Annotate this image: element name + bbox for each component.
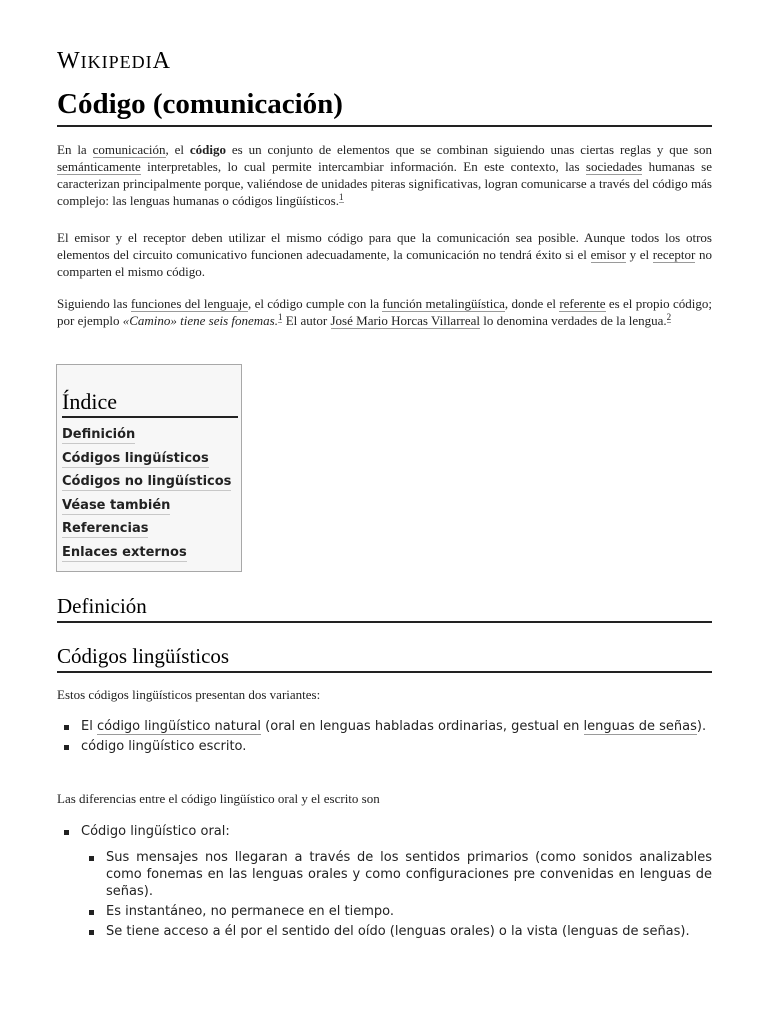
bullet-icon <box>64 725 69 730</box>
list-item <box>106 849 712 900</box>
link-referente[interactable]: referente <box>559 296 606 311</box>
toc-title: Índice <box>62 389 238 418</box>
page-title: Código (comunicación) <box>57 84 712 127</box>
toc-item-referencias[interactable]: Referencias <box>62 521 149 536</box>
bold-term-codigo: código <box>189 142 227 157</box>
wikipedia-wordmark[interactable] <box>57 48 171 75</box>
link-jose-mario-horcas-villarreal[interactable]: José Mario Horcas Villarreal <box>330 313 481 328</box>
text: Sus mensajes nos llegaran a través de los sentidos primarios (como sonidos analizables como fonemas en las lenguas orales y como configuraciones pre convenidas en lenguas de señas). <box>106 850 712 899</box>
text: Se tiene acceso a él por el sentido del oído (lenguas orales) o la vista (lenguas de señas). <box>106 924 690 939</box>
differences-list <box>81 823 712 840</box>
link-sociedades[interactable]: sociedades <box>585 159 643 174</box>
list-item <box>81 738 712 755</box>
oral-code-sublist <box>106 849 712 940</box>
link-lenguas-de-senas[interactable]: lenguas de señas <box>583 719 697 734</box>
variants-intro: Estos códigos lingüísticos presentan dos variantes: <box>57 687 321 702</box>
link-funcion-metalinguistica[interactable]: función metalingüística <box>382 296 505 311</box>
text: (oral en lenguas habladas ordinarias, gestual en <box>261 719 584 734</box>
toc-item-vease-tambien[interactable]: Véase también <box>62 498 171 513</box>
toc-item-definicion[interactable]: Definición <box>62 427 136 442</box>
intro-paragraph-1 <box>57 141 712 209</box>
bullet-icon <box>89 910 94 915</box>
text: , el <box>165 142 190 157</box>
text: código lingüístico escrito. <box>81 739 247 754</box>
toc-item-codigos-no-linguisticos[interactable]: Códigos no lingüísticos <box>62 474 232 489</box>
link-codigo-linguistico-natural[interactable]: código lingüístico natural <box>96 719 262 734</box>
variants-list <box>81 718 712 755</box>
section-heading-codigos-linguisticos: Códigos lingüísticos <box>57 642 712 673</box>
link-funciones-del-lenguaje[interactable]: funciones del lenguaje <box>130 296 248 311</box>
differences-intro: Las diferencias entre el código lingüístico oral y el escrito son <box>57 791 380 806</box>
bullet-icon <box>64 830 69 835</box>
list-item <box>81 823 712 840</box>
text: Código lingüístico oral: <box>81 824 230 839</box>
text: es un conjunto de elementos que se combinan siguiendo unas ciertas reglas y que son <box>226 142 712 157</box>
reference-1[interactable]: 1 <box>277 311 283 322</box>
reference-1[interactable]: 1 <box>339 191 344 202</box>
text: Es instantáneo, no permanece en el tiempo. <box>106 904 394 919</box>
link-semanticamente[interactable]: semánticamente <box>57 159 141 174</box>
text: El emisor y el receptor deben utilizar el mismo código para que la comunicación sea posible. Aunque todos los otros elementos del circuito comunicativo funcionen adecuadamente, la comunicación no tendrá éxito si el <box>57 230 712 262</box>
text: no comparten el mismo código. <box>57 247 713 279</box>
text: es el propio código; por ejemplo <box>57 296 713 328</box>
text: ). <box>696 719 707 734</box>
text: humanas se caracterizan principalmente porque, valiéndose de unidades piteras significativas, logran comunicarse a través del código más complejo: las lenguas humanas o códigos lingüísticos. <box>57 159 712 208</box>
toc-item-codigos-linguisticos[interactable]: Códigos lingüísticos <box>62 451 209 466</box>
list-item <box>81 718 712 735</box>
bullet-icon <box>64 745 69 750</box>
text: El autor <box>282 313 331 328</box>
example-italic: «Camino» tiene seis fonemas. <box>122 313 278 328</box>
bullet-icon <box>89 930 94 935</box>
text: interpretables, lo cual permite intercambiar información. En este contexto, las <box>140 159 586 174</box>
intro-paragraph-3 <box>57 295 712 329</box>
text: y el <box>625 247 653 262</box>
section-heading-definicion: Definición <box>57 592 712 623</box>
link-emisor[interactable]: emisor <box>590 247 626 262</box>
text: El <box>81 719 97 734</box>
toc-item-enlaces-externos[interactable]: Enlaces externos <box>62 545 187 560</box>
text: , donde el <box>504 296 560 311</box>
text: , el código cumple con la <box>247 296 383 311</box>
link-comunicacion[interactable]: comunicación <box>92 142 166 157</box>
text: Siguiendo las <box>57 296 131 311</box>
table-of-contents <box>56 364 242 572</box>
wordmark-a: A <box>152 48 171 74</box>
link-receptor[interactable]: receptor <box>652 247 696 262</box>
reference-2[interactable]: 2 <box>666 311 672 322</box>
intro-paragraph-2 <box>57 229 712 280</box>
wordmark-w: W <box>57 48 81 74</box>
bullet-icon <box>89 856 94 861</box>
text: En la <box>57 142 93 157</box>
text: lo denomina verdades de la lengua. <box>480 313 667 328</box>
wordmark-ikipedi: IKIPEDI <box>80 52 153 72</box>
list-item <box>106 923 712 940</box>
list-item <box>106 903 712 920</box>
